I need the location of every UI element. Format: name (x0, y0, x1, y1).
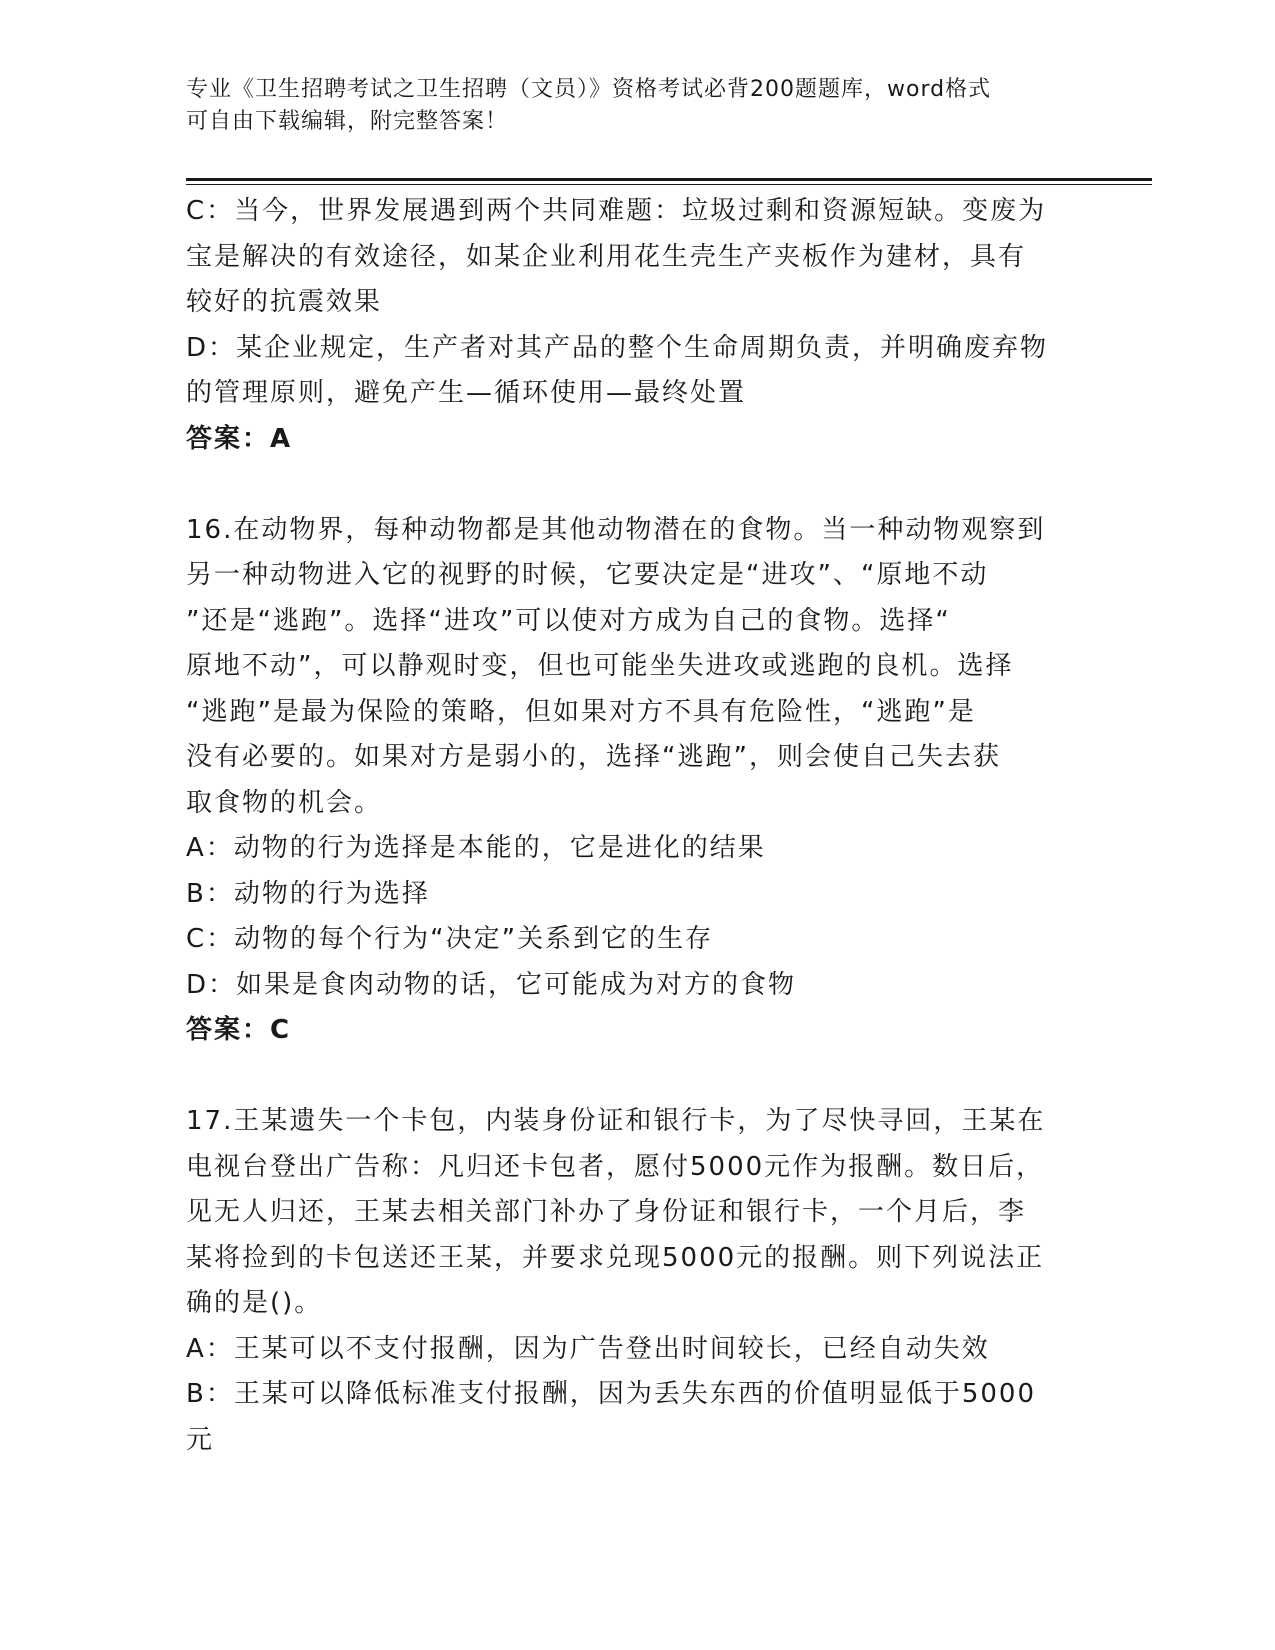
stem-line: “逃跑”是最为保险的策略，但如果对方不具有危险性，“逃跑”是 (186, 696, 976, 727)
question-stem (186, 1099, 1086, 1327)
option-d-line: 的管理原则，避免产生—循环使用—最终处置 (186, 378, 747, 408)
question-15-continued (186, 189, 1086, 462)
option-b: B：动物的行为选择 (186, 878, 430, 909)
stem-line: 另一种动物进入它的视野的时候，它要决定是“进攻”、“原地不动 (186, 560, 989, 590)
header-title-line-2: 可自由下载编辑，附完整答案！ (186, 109, 509, 134)
question-spacer (186, 1054, 1086, 1100)
stem-line: 没有必要的。如果对方是弱小的，选择“逃跑”，则会使自己失去获 (186, 742, 1001, 772)
question-16 (186, 508, 1086, 1054)
option-d-line: D：某企业规定，生产者对其产品的整个生命周期负责，并明确废弃物 (186, 332, 1049, 363)
answer-label: 答案：A (186, 423, 293, 454)
option-d: D：如果是食肉动物的话，它可能成为对方的食物 (186, 969, 797, 1000)
option-b-line: B：王某可以降低标准支付报酬，因为丢失东西的价值明显低于5000 (186, 1379, 1037, 1409)
option-c (186, 189, 1086, 326)
stem-line: ”还是“逃跑”。选择“进攻”可以使对方成为自己的食物。选择“ (186, 605, 951, 636)
stem-line: 17.王某遗失一个卡包，内装身份证和银行卡，为了尽快寻回，王某在 (186, 1106, 1046, 1136)
document-body (186, 189, 1086, 1463)
header-rule-thin (186, 184, 1152, 185)
question-stem (186, 508, 1086, 827)
answer-label: 答案：C (186, 1015, 292, 1045)
stem-line: 取食物的机会。 (186, 787, 383, 818)
stem-line: 某将捡到的卡包送还王某，并要求兑现5000元的报酬。则下列说法正 (186, 1242, 1045, 1273)
stem-line: 原地不动”，可以静观时变，但也可能坐失进攻或逃跑的良机。选择 (186, 651, 1014, 681)
option-b (186, 1372, 1086, 1463)
option-c-line: 宝是解决的有效途径，如某企业利用花生壳生产夹板作为建材，具有 (186, 241, 1027, 272)
option-b-line: 元 (186, 1424, 215, 1455)
stem-line: 见无人归还，王某去相关部门补办了身份证和银行卡，一个月后，李 (186, 1197, 1027, 1227)
option-c-line: C：当今，世界发展遇到两个共同难题：垃圾过剩和资源短缺。变废为 (186, 196, 1047, 226)
option-a: A：动物的行为选择是本能的，它是进化的结果 (186, 833, 766, 863)
stem-line: 电视台登出广告称：凡归还卡包者，愿付5000元作为报酬。数日后， (186, 1151, 1045, 1182)
option-a: A：王某可以不支付报酬，因为广告登出时间较长，已经自动失效 (186, 1333, 990, 1364)
header-rule-thick (186, 178, 1152, 181)
option-c: C：动物的每个行为“决定”关系到它的生存 (186, 924, 714, 954)
option-d (186, 326, 1086, 417)
question-17 (186, 1099, 1086, 1463)
stem-line: 16.在动物界，每种动物都是其他动物潜在的食物。当一种动物观察到 (186, 514, 1046, 545)
document-header (186, 74, 1086, 138)
question-spacer (186, 462, 1086, 508)
header-title-line-1: 专业《卫生招聘考试之卫生招聘（文员）》资格考试必背200题题库，word格式 (186, 77, 992, 102)
stem-line: 确的是()。 (186, 1288, 323, 1318)
option-c-line: 较好的抗震效果 (186, 287, 383, 317)
